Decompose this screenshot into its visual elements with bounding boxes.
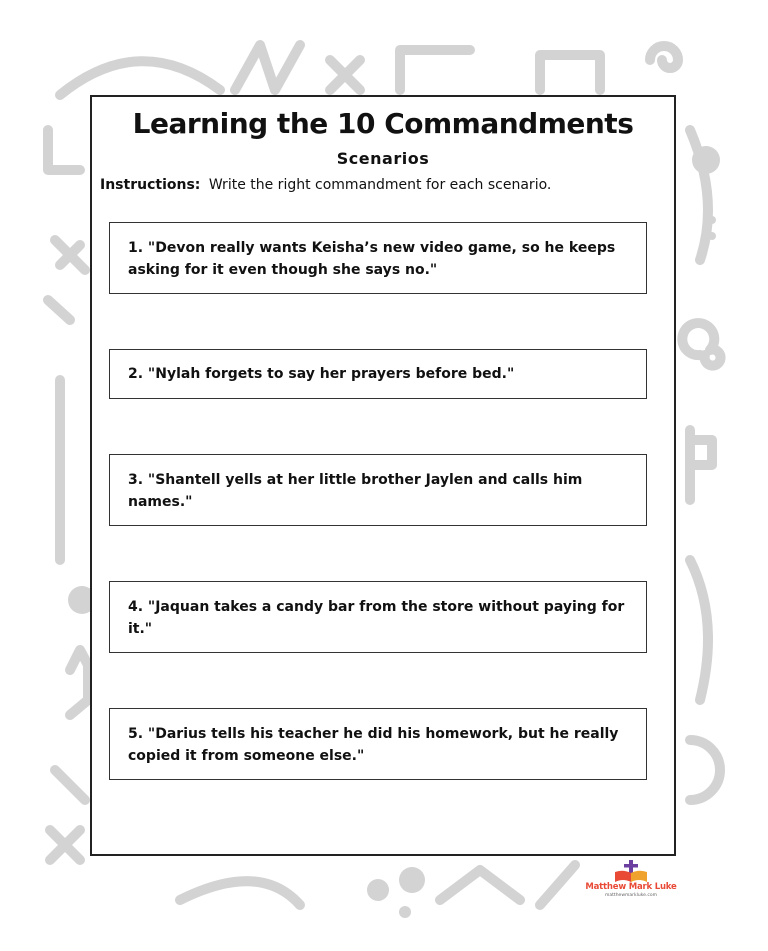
doodle-dot: [692, 146, 720, 174]
doodle-dot: [708, 232, 716, 240]
doodle-bracket: [540, 55, 600, 90]
logo-site: matthewmarkluke.com: [605, 893, 657, 898]
instructions-text: Write the right commandment for each scenario.: [208, 177, 552, 193]
instructions: [100, 177, 551, 193]
doodle-arc-bottom: [180, 881, 300, 905]
instructions-label: Instructions:: [100, 177, 201, 193]
brand-logo: [585, 860, 677, 902]
doodle-curve-left: [48, 300, 70, 320]
doodle-p-right: [690, 430, 712, 500]
doodle-arc: [60, 61, 220, 95]
scenario-card-1: 1. "Devon really wants Keisha’s new video game, so he keeps asking for it even though she says no.": [109, 222, 647, 294]
doodle-wave-bottom: [440, 870, 520, 900]
doodle-bracket-left: [48, 130, 80, 170]
doodle-hex-left: [70, 650, 88, 715]
scenario-card-2: 2. "Nylah forgets to say her prayers before bed.": [109, 349, 647, 399]
book-cross-icon: [585, 860, 677, 884]
logo-name: Matthew Mark Luke: [585, 882, 677, 892]
doodle-x: [330, 60, 360, 90]
scenario-card-5: 5. "Darius tells his teacher he did his homework, but he really copied it from someone else.": [109, 708, 647, 780]
doodle-dot: [399, 867, 425, 893]
doodle-x-left: [50, 830, 80, 860]
doodle-step: [400, 50, 470, 90]
doodle-plus-left: [55, 240, 85, 270]
doodle-zigzag: [235, 45, 300, 90]
doodle-curve-right: [690, 560, 708, 700]
doodle-dot: [708, 216, 716, 224]
scenario-card-4: 4. "Jaquan takes a candy bar from the store without paying for it.": [109, 581, 647, 653]
doodle-step-bottom: [540, 865, 575, 905]
worksheet-panel: [90, 95, 676, 856]
doodle-plus-left2: [55, 770, 85, 800]
worksheet-title: Learning the 10 Commandments: [132, 107, 634, 140]
doodle-spiral-right2: [690, 740, 720, 800]
doodle-dot: [367, 879, 389, 901]
worksheet-subtitle: Scenarios: [336, 149, 430, 168]
doodle-dot: [399, 906, 411, 918]
doodle-spiral-right: [682, 323, 720, 365]
scenario-card-3: 3. "Shantell yells at her little brother Jaylen and calls him names.": [109, 454, 647, 526]
doodle-spiral-top: [650, 46, 678, 68]
